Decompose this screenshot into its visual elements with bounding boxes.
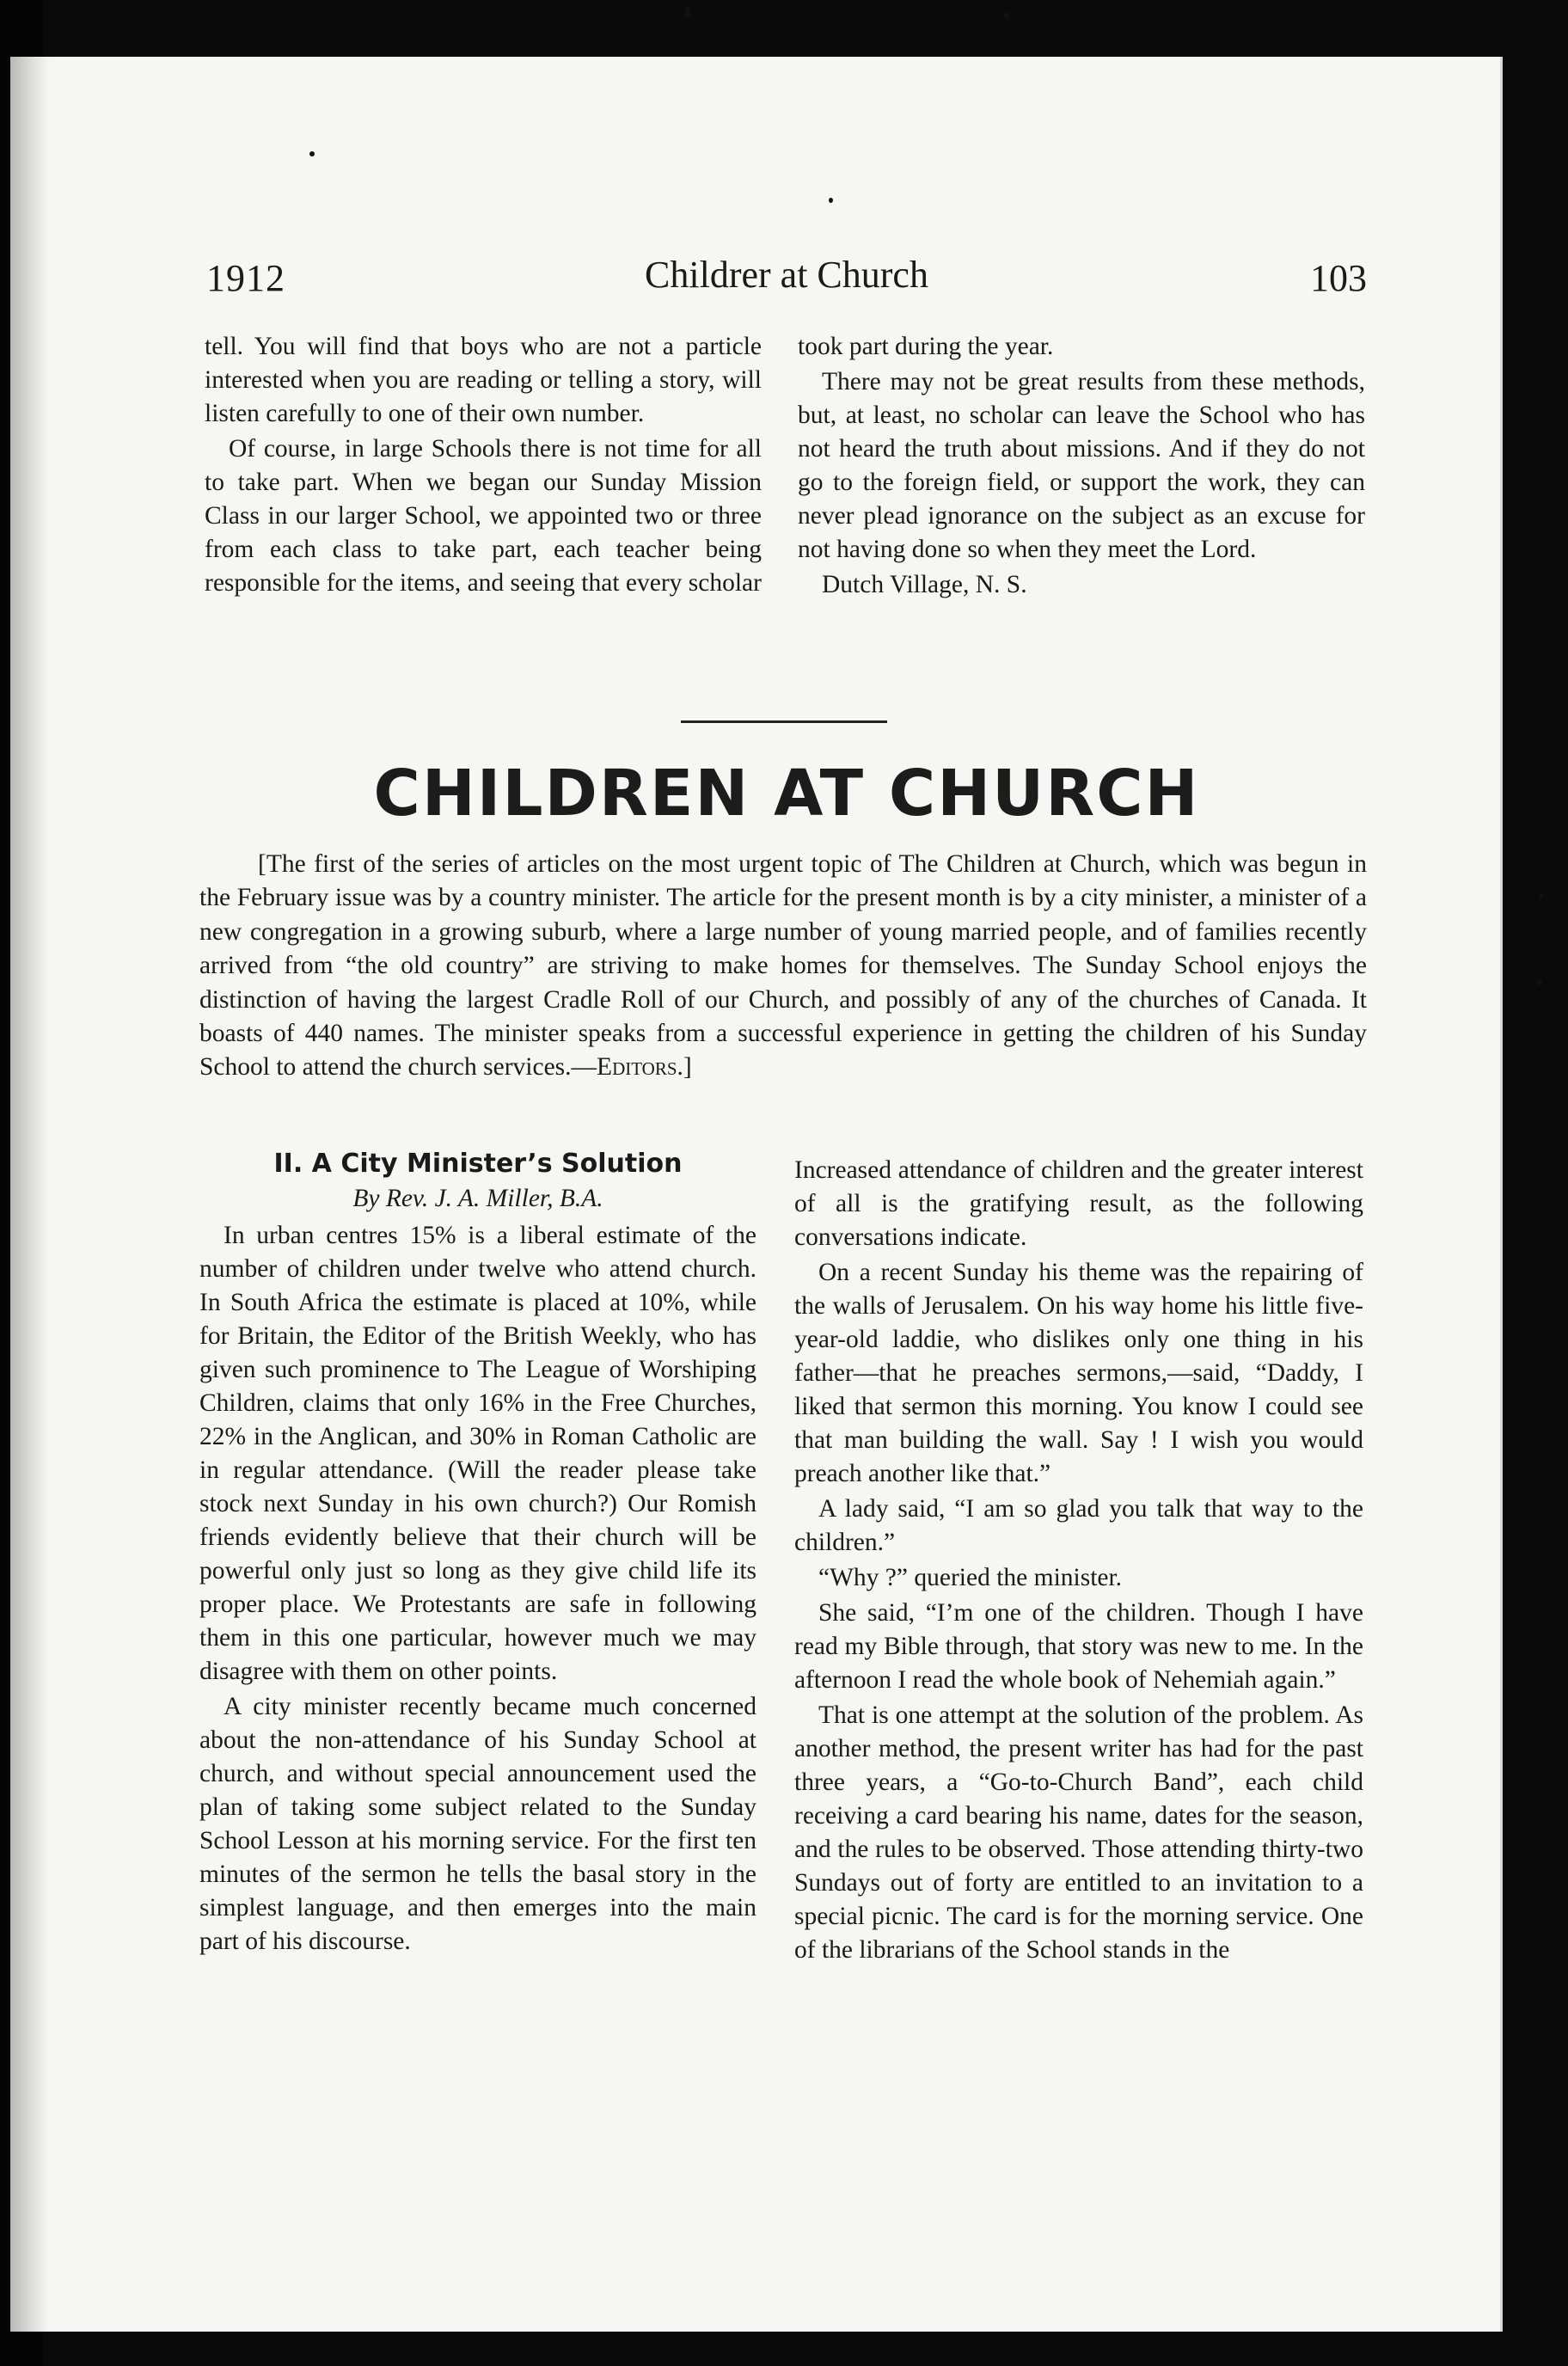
scan-speck (829, 198, 833, 203)
paragraph: A lady said, “I am so glad you talk that way to the children.” (794, 1495, 1363, 1556)
paragraph: There may not be great results from these methods, but, at least, no scholar can leave the School who has not heard the truth about missions. And if they do not go to the foreign field, or support the work, they can never plead ignorance on the subject as an excuse for not having done so when they meet the Lord. (798, 368, 1365, 563)
running-title: Childrer at Church (645, 254, 928, 296)
editor-note (199, 848, 1367, 1085)
page-number: 103 (1310, 257, 1367, 299)
paragraph: A city minister recently became much concerned about the non-attendance of his Sunday School at church, and without special announcement used the plan of taking some subject related to the Sunday School Lesson at his morning service. For the first ten minutes of the sermon he tells the basal story in the simplest language, and then emerges into the main part of his discourse. (199, 1693, 756, 1955)
continued-text-right (798, 330, 1365, 602)
paragraph: Increased attendance of children and the greater interest of all is the gratifying result, as the following conversations indicate. (794, 1156, 1363, 1251)
paragraph: In urban centres 15% is a liberal estimate of the number of children under twelve who attend church. In South Africa the estimate is placed at 10%, while for Britain, the Editor of the British Weekly, who has given such prominence to The League of Worshiping Children, claims that only 16% in the Free Churches, 22% in the Anglican, and 30% in Roman Catholic are in regular attendance. (Will the reader please take stock next Sunday in his own church?) Our Romish friends evidently believe that their church will be powerful only just so long as they give child life its proper place. We Protestants are safe in following them in this one particular, however much we may disagree with them on other points. (199, 1222, 756, 1685)
article-column-right (794, 1154, 1363, 1967)
editor-note-text: [The first of the series of articles on the most urgent topic of The Children at Church, which was begun in the February issue was by a country minister. The article for the present month is by a city minister, a minister of a new congregation in a growing suburb, where a large number of young married people, and of families recently arrived from “the old country” are striving to make homes for themselves. The Sunday School enjoys the distinction of having the largest Cradle Roll of our Church, and possibly of any of the churches of Canada. It boasts of 440 names. The minister speaks from a successful experience in getting the children of his Sunday School to attend the church services.— (199, 850, 1367, 1082)
section-heading: II. A City Minister’s Solution (273, 1149, 683, 1179)
scan-speck (684, 7, 691, 17)
scan-speck (309, 151, 315, 156)
header-year: 1912 (206, 257, 285, 299)
continued-text-left (205, 330, 762, 600)
byline: By Rev. J. A. Miller, B.A. (352, 1185, 603, 1212)
signature-place: Dutch Village, N. S. (822, 571, 1027, 598)
page-gutter-shadow (10, 57, 50, 2332)
article-title: CHILDREN AT CHURCH (373, 757, 1200, 831)
paragraph: That is one attempt at the solution of the problem. As another method, the present writer has had for the past three years, a “Go-to-Church Band”, each child receiving a card bearing his name, dates for the season, and the rules to be observed. Those attending thirty-two Sundays out of forty are entitled to an invitation to a special picnic. The card is for the morning service. One of the librarians of the School stands in the (794, 1701, 1363, 1964)
scan-speck (1539, 894, 1543, 898)
paragraph: She said, “I’m one of the children. Though I have read my Bible through, that story was new to me. In the afternoon I read the whole book of Nehemiah again.” (794, 1599, 1363, 1694)
editor-signature: Editors.] (597, 1053, 692, 1082)
scan-speck (1004, 12, 1009, 19)
scan-speck (1537, 980, 1542, 985)
paragraph: On a recent Sunday his theme was the repairing of the walls of Jerusalem. On his way home his little five-year-old laddie, who dislikes only one thing in his father—that he preaches sermons,—said, “Daddy, I liked that sermon this morning. You know I could see that man building the wall. Say ! I wish you would preach another like that.” (794, 1259, 1363, 1487)
paragraph: Of course, in large Schools there is not time for all to take part. When we began our Sunday Mission Class in our larger School, we appointed two or three from each class to take part, each teacher being responsible for the items, and seeing that every scholar (205, 435, 762, 597)
section-divider (681, 720, 887, 723)
paragraph: took part during the year. (798, 333, 1054, 360)
paragraph: “Why ?” queried the minister. (818, 1564, 1123, 1591)
paragraph: tell. You will find that boys who are not a particle interested when you are reading or telling a story, will listen carefully to one of their own number. (205, 333, 762, 427)
running-head (206, 253, 1367, 304)
article-column-left (199, 1147, 756, 1958)
